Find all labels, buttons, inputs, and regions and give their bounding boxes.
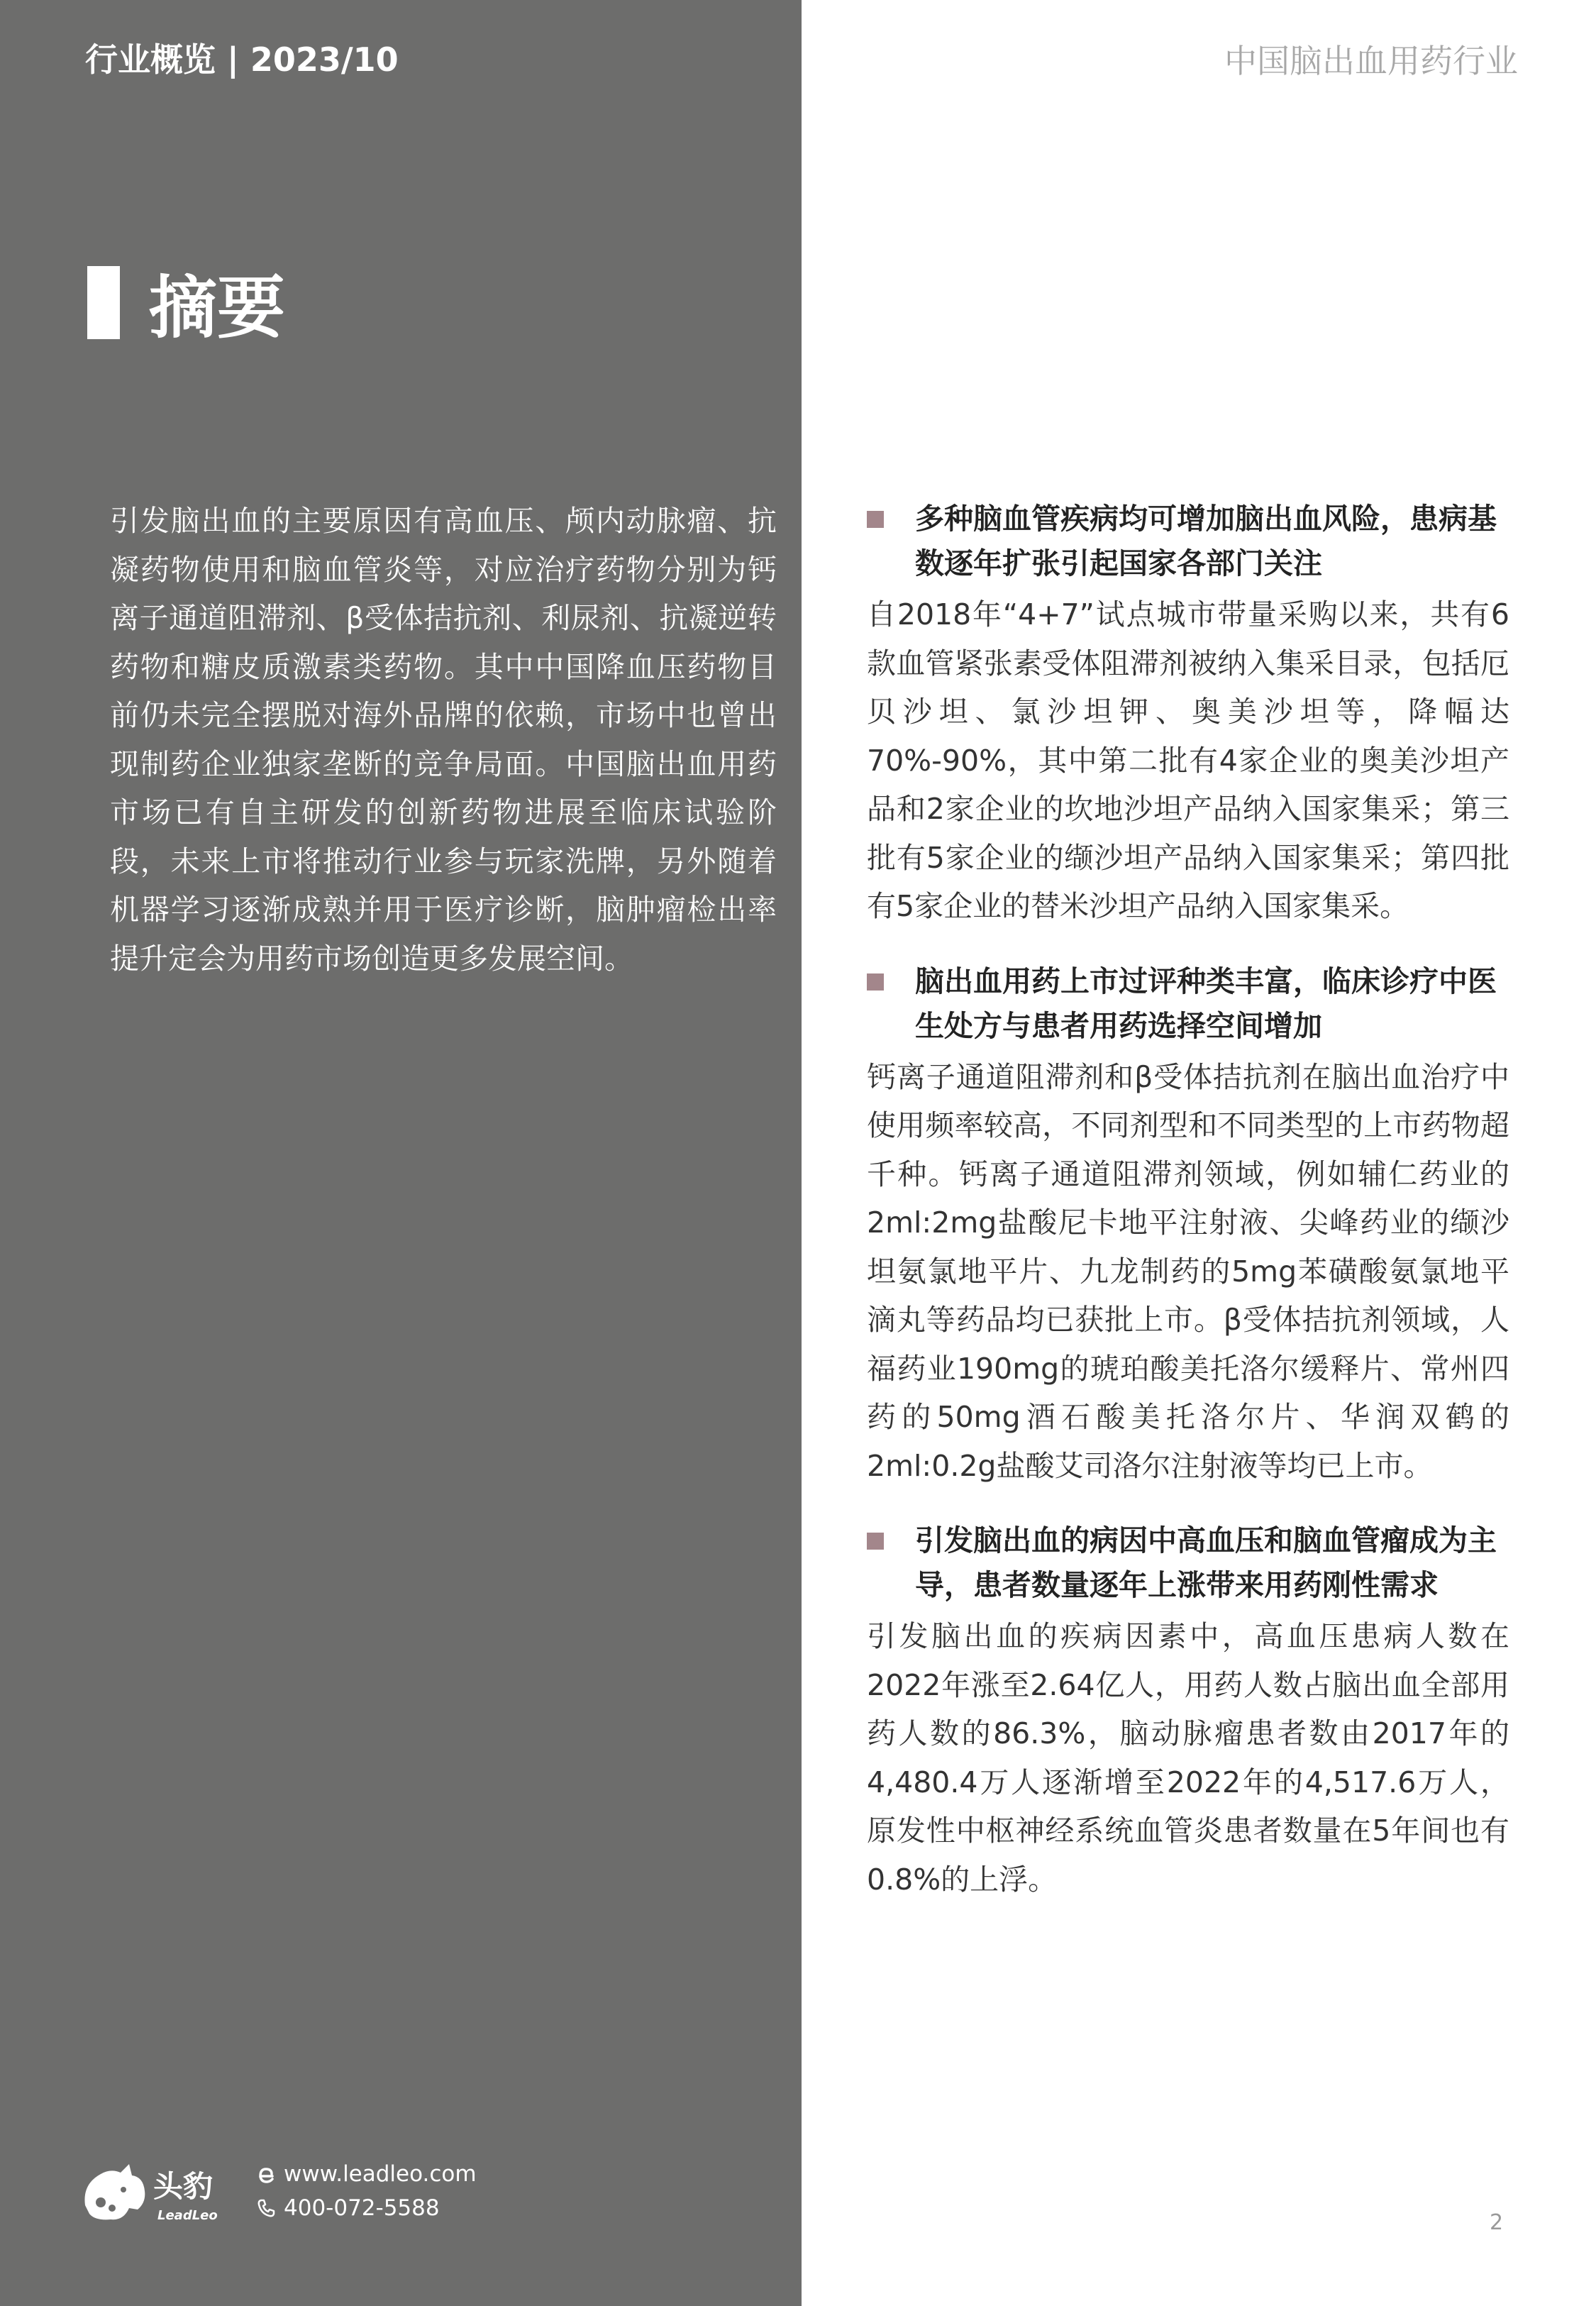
finding-section-1 <box>867 497 1509 931</box>
leadleo-logo <box>79 2156 257 2227</box>
svg-text:头豹: 头豹 <box>153 2169 214 2204</box>
svg-text:LeadLeo: LeadLeo <box>157 2208 218 2223</box>
finding-section-2 <box>867 959 1509 1491</box>
finding-body: 自2018年“4+7”试点城市带量采购以来，共有6款血管紧张素受体阻滞剂被纳入集采目录，包括厄贝沙坦、氯沙坦钾、奥美沙坦等，降幅达70%-90%，其中第二批有4家企业的奥美沙坦产品和2家企业的坎地沙坦产品纳入国家集采；第三批有5家企业的缬沙坦产品纳入国家集采；第四批有5家企业的替米沙坦产品纳入国家集采。 <box>867 597 1509 923</box>
finding-heading-text: 脑出血用药上市过评种类丰富，临床诊疗中医生处方与患者用药选择空间增加 <box>915 964 1497 1043</box>
phone-icon <box>255 2197 277 2219</box>
finding-heading <box>867 497 1509 586</box>
finding-body: 引发脑出血的疾病因素中，高血压患病人数在2022年涨至2.64亿人，用药人数占脑出血全部用药人数的86.3%，脑动脉瘤患者数由2017年的4,480.4万人逐渐增至2022年的4,517.6万人，原发性中枢神经系统血管炎患者数量在5年间也有0.8%的上浮。 <box>867 1619 1509 1897</box>
footer-contact <box>255 2157 477 2225</box>
website-line <box>255 2157 477 2191</box>
summary-text: 引发脑出血的主要原因有高血压、颅内动脉瘤、抗凝药物使用和脑血管炎等，对应治疗药物分别为钙离子通道阻滞剂、β受体拮抗剂、利尿剂、抗凝逆转药物和糖皮质激素类药物。其中中国降血压药物目前仍未完全摆脱对海外品牌的依赖，市场中也曾出现制药企业独家垄断的竞争局面。中国脑出血用药市场已有自主研发的创新药物进展至临床试验阶段，未来上市将推动行业参与玩家洗牌，另外随着机器学习逐渐成熟并用于医疗诊断，脑肿瘤检出率提升定会为用药市场创造更多发展空间。 <box>110 504 777 976</box>
finding-body: 钙离子通道阻滞剂和β受体拮抗剂在脑出血治疗中使用频率较高，不同剂型和不同类型的上市药物超千种。钙离子通道阻滞剂领域，例如辅仁药业的2ml:2mg盐酸尼卡地平注射液、尖峰药业的缬沙坦氨氯地平片、九龙制药的5mg苯磺酸氨氯地平滴丸等药品均已获批上市。β受体拮抗剂领域，人福药业190mg的琥珀酸美托洛尔缓释片、常州四药的50mg酒石酸美托洛尔片、华润双鹤的2ml:0.2g盐酸艾司洛尔注射液等均已上市。 <box>867 1059 1509 1483</box>
page-title: 摘要 <box>149 268 285 348</box>
square-bullet-icon <box>867 1533 884 1550</box>
header-report-title: 中国脑出血用药行业 <box>1224 42 1518 80</box>
finding-heading <box>867 1518 1509 1608</box>
finding-heading <box>867 959 1509 1049</box>
leopard-logo-icon <box>79 2156 257 2227</box>
title-marker-bar <box>87 266 120 339</box>
square-bullet-icon <box>867 511 884 528</box>
phone-line <box>255 2191 477 2225</box>
phone-number: 400-072-5588 <box>284 2195 440 2221</box>
square-bullet-icon <box>867 973 884 991</box>
finding-heading-text: 引发脑出血的病因中高血压和脑血管瘤成为主导，患者数量逐年上涨带来用药刚性需求 <box>915 1523 1497 1602</box>
browser-e-icon <box>255 2163 277 2185</box>
website-link[interactable]: www.leadleo.com <box>284 2161 477 2187</box>
header-report-type-date: 行业概览 | 2023/10 <box>85 40 399 79</box>
page-number: 2 <box>1490 2210 1504 2235</box>
key-findings <box>867 497 1509 1932</box>
finding-heading-text: 多种脑血管疾病均可增加脑出血风险，患病基数逐年扩张引起国家各部门关注 <box>915 502 1497 580</box>
finding-section-3 <box>867 1518 1509 1904</box>
